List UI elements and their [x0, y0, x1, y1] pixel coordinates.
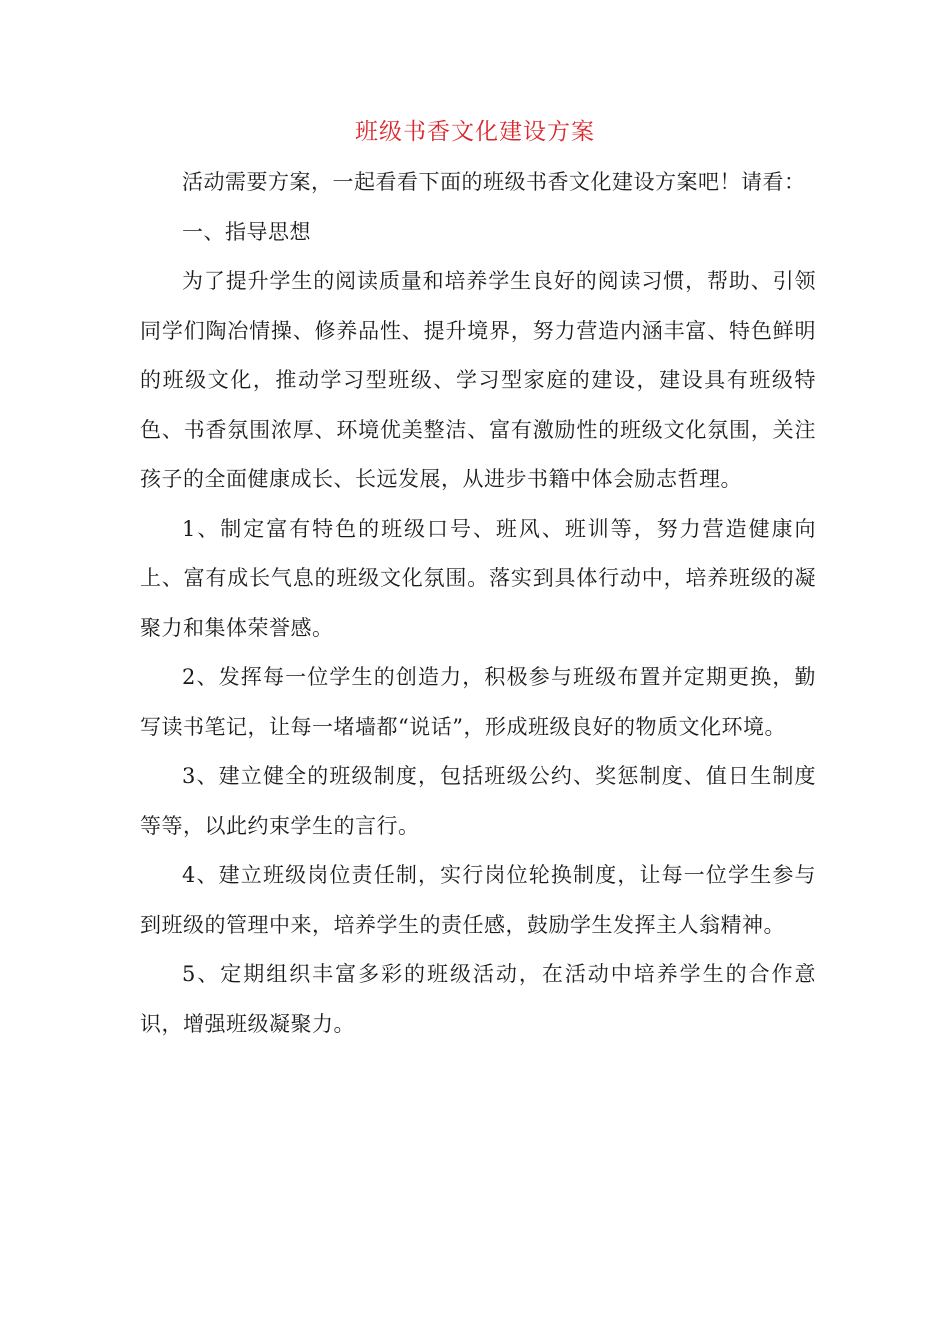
intro-paragraph: 活动需要方案，一起看看下面的班级书香文化建设方案吧！请看： [182, 170, 806, 194]
paragraph-guiding-ideology: 为了提升学生的阅读质量和培养学生良好的阅读习惯，帮助、引领同学们陶冶情操、修养品性、提升境界，努力营造内涵丰富、特色鲜明的班级文化，推动学习型班级、学习型家庭的建设，建设具有班级特色、书香氛围浓厚、环境优美整洁、富有激励性的班级文化氛围，关注孩子的全面健康成长、长远发展，从进步书籍中体会励志哲理。 [140, 269, 816, 491]
list-item-2: 2、发挥每一位学生的创造力，积极参与班级布置并定期更换，勤写读书笔记，让每一堵墙都“说话”，形成班级良好的物质文化环境。 [140, 665, 816, 739]
document-title: 班级书香文化建设方案 [355, 119, 595, 145]
list-item-5: 5、定期组织丰富多彩的班级活动，在活动中培养学生的合作意识，增强班级凝聚力。 [140, 962, 816, 1036]
document-body [140, 158, 816, 1049]
list-item-4: 4、建立班级岗位责任制，实行岗位轮换制度，让每一位学生参与到班级的管理中来，培养学生的责任感，鼓励学生发挥主人翁精神。 [140, 863, 816, 937]
section-heading-guiding-ideology: 一、指导思想 [182, 219, 311, 244]
list-item-1: 1、制定富有特色的班级口号、班风、班训等，努力营造健康向上、富有成长气息的班级文化氛围。落实到具体行动中，培养班级的凝聚力和集体荣誉感。 [140, 516, 816, 640]
list-item-3: 3、建立健全的班级制度，包括班级公约、奖惩制度、值日生制度等等，以此约束学生的言行。 [140, 764, 816, 838]
